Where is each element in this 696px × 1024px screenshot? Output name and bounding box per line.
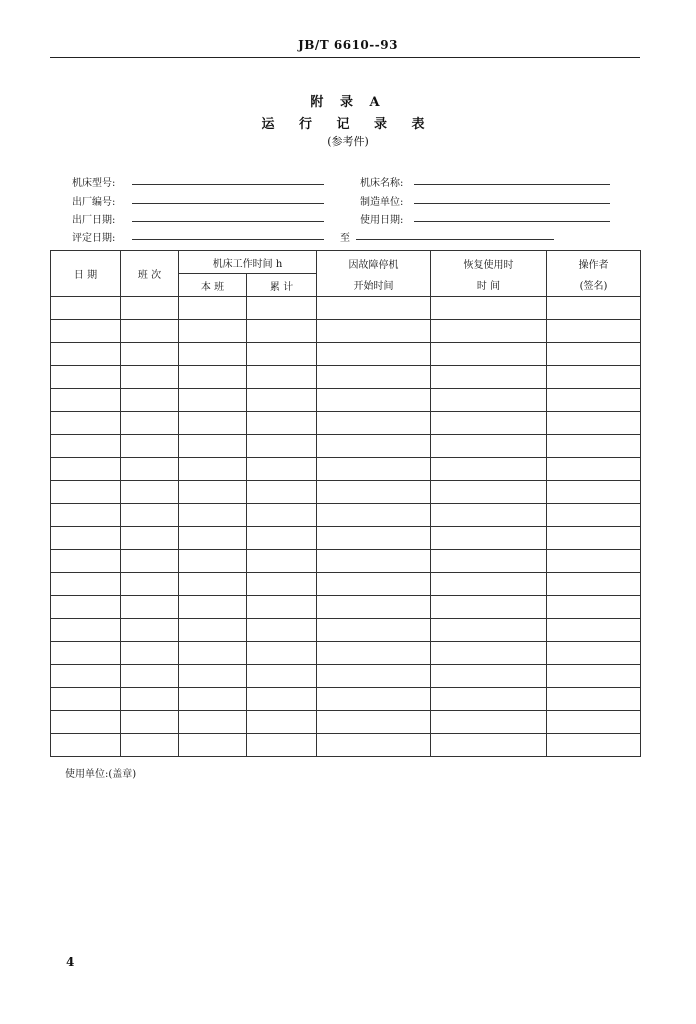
table-cell [431, 297, 547, 320]
table-cell [121, 412, 179, 435]
table-row [51, 297, 641, 320]
table-cell [51, 573, 121, 596]
table-cell [547, 734, 641, 757]
table-cell [179, 734, 247, 757]
table-cell [121, 366, 179, 389]
table-cell [247, 711, 317, 734]
table-cell [247, 343, 317, 366]
table-cell [547, 481, 641, 504]
table-cell [51, 481, 121, 504]
table-cell [547, 711, 641, 734]
table-row [51, 343, 641, 366]
model-label: 机床型号: [72, 178, 116, 189]
table-cell [431, 320, 547, 343]
table-cell [547, 435, 641, 458]
col-worktime-header: 机床工作时间 h [179, 251, 317, 274]
table-cell [317, 343, 431, 366]
standard-code: JB/T 6610--93 [298, 38, 398, 52]
table-cell [179, 688, 247, 711]
table-cell [547, 688, 641, 711]
table-cell [431, 573, 547, 596]
table-cell [547, 297, 641, 320]
table-cell [179, 458, 247, 481]
page-subtitle: (参考件) [327, 135, 369, 148]
table-cell [247, 550, 317, 573]
table-cell [179, 642, 247, 665]
table-cell [317, 504, 431, 527]
table-cell [247, 665, 317, 688]
table-cell [121, 573, 179, 596]
table-cell [247, 481, 317, 504]
table-cell [179, 366, 247, 389]
machine-name-line [414, 184, 610, 185]
page-title: 运 行 记 录 表 [261, 117, 435, 132]
table-cell [317, 711, 431, 734]
table-row [51, 688, 641, 711]
table-cell [547, 320, 641, 343]
use-date-label: 使用日期: [360, 215, 404, 226]
machine-name-label: 机床名称: [360, 178, 404, 189]
use-date-line [414, 221, 610, 222]
table-cell [247, 573, 317, 596]
col-resume-header [431, 251, 547, 297]
table-cell [247, 435, 317, 458]
table-row [51, 435, 641, 458]
table-cell [121, 458, 179, 481]
col-operator-line2: (签名) [579, 280, 608, 292]
table-cell [121, 619, 179, 642]
table-cell [431, 596, 547, 619]
table-cell [547, 550, 641, 573]
table-cell [317, 573, 431, 596]
table-row [51, 389, 641, 412]
table-cell [431, 527, 547, 550]
col-operator-line1: 操作者 [578, 259, 609, 271]
table-cell [317, 435, 431, 458]
table-cell [431, 550, 547, 573]
manufacturer-line [414, 203, 610, 204]
table-cell [317, 297, 431, 320]
col-resume-line1: 恢复使用时 [463, 259, 514, 271]
table-cell [547, 389, 641, 412]
factory-number-label: 出厂编号: [72, 197, 116, 208]
col-shift-header: 班 次 [121, 251, 179, 297]
table-cell [431, 734, 547, 757]
col-date-header: 日 期 [51, 251, 121, 297]
table-cell [317, 366, 431, 389]
table-cell [179, 412, 247, 435]
table-cell [121, 481, 179, 504]
table-cell [547, 504, 641, 527]
table-cell [247, 412, 317, 435]
table-cell [317, 596, 431, 619]
table-cell [431, 366, 547, 389]
table-row [51, 642, 641, 665]
table-cell [51, 297, 121, 320]
factory-date-line [132, 221, 324, 222]
table-row [51, 481, 641, 504]
table-cell [121, 389, 179, 412]
table-cell [431, 688, 547, 711]
model-line [132, 184, 324, 185]
factory-date-label: 出厂日期: [72, 215, 116, 226]
table-cell [51, 711, 121, 734]
table-cell [121, 665, 179, 688]
user-unit-label: 使用单位:(盖章) [65, 769, 137, 780]
table-cell [547, 343, 641, 366]
table-cell [51, 435, 121, 458]
table-row [51, 711, 641, 734]
table-cell [317, 688, 431, 711]
factory-number-line [132, 203, 324, 204]
table-cell [121, 320, 179, 343]
table-row [51, 619, 641, 642]
table-cell [547, 642, 641, 665]
table-cell [431, 343, 547, 366]
table-cell [547, 527, 641, 550]
table-cell [179, 320, 247, 343]
table-cell [431, 504, 547, 527]
operation-record-table [50, 250, 641, 757]
table-cell [317, 320, 431, 343]
table-cell [51, 734, 121, 757]
table-cell [247, 642, 317, 665]
table-cell [247, 458, 317, 481]
table-cell [247, 389, 317, 412]
table-cell [121, 297, 179, 320]
table-cell [51, 642, 121, 665]
table-row [51, 527, 641, 550]
table-cell [547, 412, 641, 435]
table-cell [317, 412, 431, 435]
table-row [51, 734, 641, 757]
table-cell [51, 619, 121, 642]
col-total-header: 累 计 [247, 274, 317, 297]
table-cell [179, 550, 247, 573]
table-cell [317, 389, 431, 412]
table-cell [317, 642, 431, 665]
rating-date-label: 评定日期: [72, 233, 116, 244]
table-cell [247, 596, 317, 619]
table-cell [547, 366, 641, 389]
table-cell [121, 711, 179, 734]
col-fault-line1: 因故障停机 [348, 259, 399, 271]
table-cell [51, 366, 121, 389]
table-cell [179, 665, 247, 688]
table-cell [179, 297, 247, 320]
table-cell [547, 665, 641, 688]
table-cell [121, 550, 179, 573]
table-cell [179, 504, 247, 527]
rating-date-end-line [356, 239, 554, 240]
table-cell [121, 734, 179, 757]
table-cell [51, 458, 121, 481]
table-cell [51, 343, 121, 366]
col-resume-line2: 时 间 [476, 280, 501, 292]
header-rule [50, 57, 640, 58]
table-cell [431, 619, 547, 642]
table-cell [247, 320, 317, 343]
to-label: 至 [340, 233, 350, 244]
table-cell [51, 412, 121, 435]
col-this-shift-header: 本 班 [179, 274, 247, 297]
table-cell [317, 665, 431, 688]
table-cell [179, 527, 247, 550]
table-cell [179, 711, 247, 734]
table-cell [121, 527, 179, 550]
table-cell [431, 665, 547, 688]
page-number: 4 [66, 955, 75, 969]
table-cell [431, 412, 547, 435]
table-cell [317, 527, 431, 550]
table-cell [179, 619, 247, 642]
table-cell [431, 458, 547, 481]
table-cell [247, 297, 317, 320]
table-cell [51, 389, 121, 412]
table-cell [431, 642, 547, 665]
table-row [51, 596, 641, 619]
table-cell [51, 665, 121, 688]
table-cell [51, 596, 121, 619]
table-cell [317, 734, 431, 757]
table-cell [317, 550, 431, 573]
table-cell [317, 619, 431, 642]
table-row [51, 366, 641, 389]
manufacturer-label: 制造单位: [360, 197, 404, 208]
table-cell [247, 504, 317, 527]
table-cell [247, 527, 317, 550]
table-row [51, 458, 641, 481]
table-cell [179, 596, 247, 619]
table-cell [121, 343, 179, 366]
table-cell [431, 435, 547, 458]
table-cell [179, 389, 247, 412]
table-cell [121, 596, 179, 619]
col-fault-line2: 开始时间 [353, 280, 394, 292]
table-row [51, 320, 641, 343]
table-cell [547, 458, 641, 481]
table-cell [547, 573, 641, 596]
table-row [51, 665, 641, 688]
table-cell [547, 619, 641, 642]
table-cell [121, 504, 179, 527]
table-cell [179, 435, 247, 458]
table-cell [317, 481, 431, 504]
table-cell [431, 711, 547, 734]
table-cell [179, 343, 247, 366]
table-cell [51, 550, 121, 573]
table-cell [51, 504, 121, 527]
table-cell [247, 619, 317, 642]
table-row [51, 550, 641, 573]
col-fault-header [317, 251, 431, 297]
rating-date-line [132, 239, 324, 240]
table-cell [51, 688, 121, 711]
table-cell [431, 481, 547, 504]
table-cell [51, 320, 121, 343]
table-cell [179, 481, 247, 504]
table-cell [121, 688, 179, 711]
record-rows [51, 297, 641, 757]
table-cell [51, 527, 121, 550]
table-cell [247, 688, 317, 711]
table-cell [431, 389, 547, 412]
table-cell [547, 596, 641, 619]
table-cell [121, 642, 179, 665]
table-cell [247, 366, 317, 389]
appendix-label: 附 录 A [310, 95, 386, 110]
table-cell [121, 435, 179, 458]
table-cell [179, 573, 247, 596]
table-cell [247, 734, 317, 757]
table-cell [317, 458, 431, 481]
table-row [51, 573, 641, 596]
col-operator-header [547, 251, 641, 297]
table-row [51, 504, 641, 527]
table-row [51, 412, 641, 435]
